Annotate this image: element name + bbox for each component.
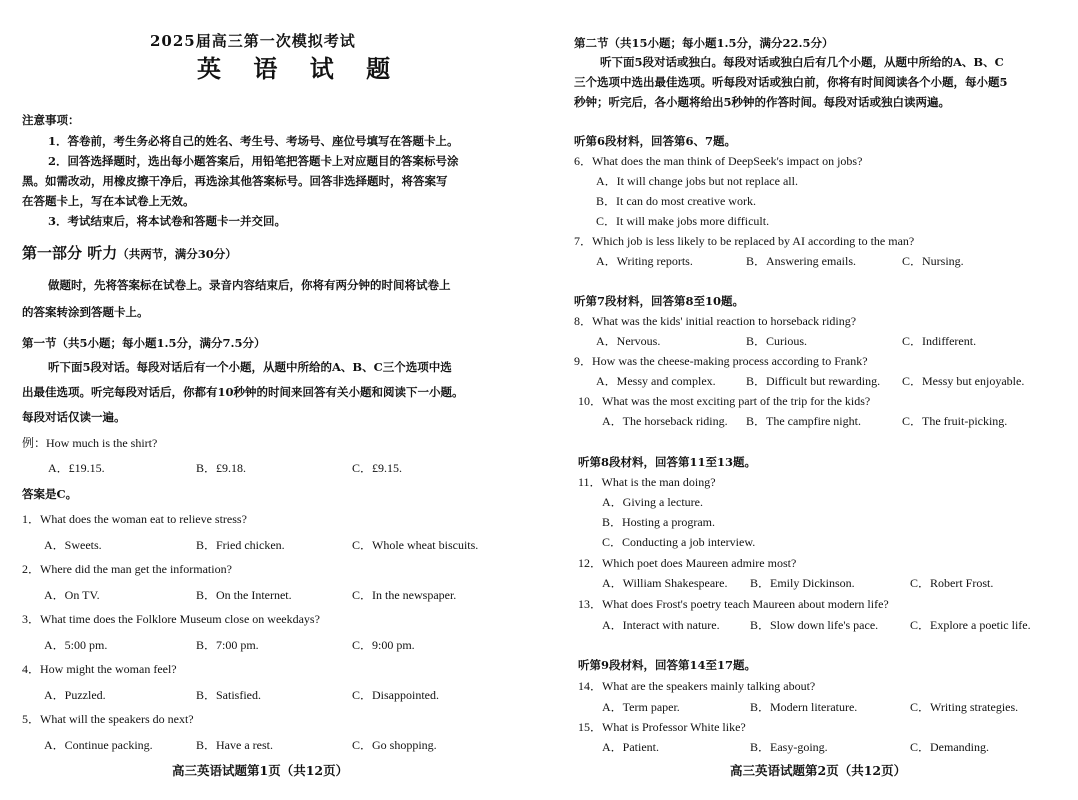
example-option: A．£19.15. [48, 461, 105, 475]
option: A．Interact with nature. [602, 618, 720, 632]
question: 10．What was the most exciting part of the trip for the kids? [578, 394, 871, 408]
section2-instruction: 三个选项中选出最佳选项。听每段对话或独白前，你将有时间阅读各个小题，每小题5 [574, 75, 1008, 89]
question: 6．What does the man think of DeepSeek's impact on jobs? [574, 154, 863, 168]
option: C．Disappointed. [352, 688, 439, 702]
option: A．The horseback riding. [602, 414, 728, 428]
example-option: C．£9.15. [352, 461, 403, 475]
option: A．Patient. [602, 740, 659, 754]
option: C．9:00 pm. [352, 638, 415, 652]
question: 5．What will the speakers do next? [22, 712, 194, 726]
question: 9．How was the cheese-making process according to Frank? [574, 354, 868, 368]
option: C．In the newspaper. [352, 588, 457, 602]
question: 8．What was the kids' initial reaction to horseback riding? [574, 314, 857, 328]
option: C．Robert Frost. [910, 576, 994, 590]
option: B．Hosting a program. [602, 515, 715, 529]
option: B．7:00 pm. [196, 638, 259, 652]
notice-line: 3．考试结束后，将本试卷和答题卡一并交回。 [48, 214, 286, 228]
option: B．Easy-going. [750, 740, 828, 754]
option: B．Difficult but rewarding. [746, 374, 881, 388]
option: A．Writing reports. [596, 254, 693, 268]
option: B．Slow down life's pace. [750, 618, 879, 632]
option: C．Demanding. [910, 740, 989, 754]
option: C．Go shopping. [352, 738, 437, 752]
question: 15．What is Professor White like? [578, 720, 746, 734]
option: A．Continue packing. [44, 738, 153, 752]
part1-note: （共两节，满分30分） [117, 247, 237, 261]
option: C．Writing strategies. [910, 700, 1019, 714]
option: C．Messy but enjoyable. [902, 374, 1025, 388]
section1-instruction: 出最佳选项。听完每段对话后，你都有10秒钟的时间来回答有关小题和阅读下一小题。 [22, 385, 464, 399]
notice-line: 在答题卡上，写在本试卷上无效。 [22, 194, 195, 208]
example-option: B．£9.18. [196, 461, 247, 475]
option: B．Modern literature. [750, 700, 858, 714]
notice-heading: 注意事项： [22, 113, 80, 127]
section1-instruction: 听下面5段对话。每段对话后有一个小题，从题中所给的A、B、C三个选项中选 [48, 360, 452, 374]
question: 2．Where did the man get the information? [22, 562, 232, 576]
page-footer: 高三英语试题第2页（共12页） [730, 763, 907, 778]
option: A．Nervous. [596, 334, 661, 348]
question: 14．What are the speakers mainly talking about? [578, 679, 816, 693]
option: C．The fruit-picking. [902, 414, 1008, 428]
option: C．Conducting a job interview. [602, 535, 756, 549]
question: 12．Which poet does Maureen admire most? [578, 556, 797, 570]
option: B．Curious. [746, 334, 808, 348]
example-answer: 答案是C。 [22, 487, 78, 501]
option: C．Indifferent. [902, 334, 977, 348]
option: B．Answering emails. [746, 254, 856, 268]
option: B．Fried chicken. [196, 538, 285, 552]
material-heading: 听第7段材料，回答第8至10题。 [574, 294, 745, 308]
question: 13．What does Frost's poetry teach Maureen about modern life? [578, 597, 889, 611]
option: A．Puzzled. [44, 688, 106, 702]
question: 7．Which job is less likely to be replaced by AI according to the man? [574, 234, 915, 248]
question: 11．What is the man doing? [578, 475, 716, 489]
question: 3．What time does the Folklore Museum close on weekdays? [22, 612, 320, 626]
exam-title: 2025届高三第一次模拟考试 [150, 32, 356, 50]
section2-instruction: 听下面5段对话或独白。每段对话或独白后有几个小题，从题中所给的A、B、C [600, 55, 1004, 69]
option: B．Satisfied. [196, 688, 261, 702]
option: C．Explore a poetic life. [910, 618, 1031, 632]
material-heading: 听第6段材料，回答第6、7题。 [574, 134, 737, 148]
option: C．Whole wheat biscuits. [352, 538, 479, 552]
option: A．Messy and complex. [596, 374, 716, 388]
part1-heading [22, 246, 237, 261]
option: A．Sweets. [44, 538, 102, 552]
material-heading: 听第8段材料，回答第11至13题。 [578, 455, 757, 469]
question: 1．What does the woman eat to relieve stress? [22, 512, 247, 526]
option: B．On the Internet. [196, 588, 292, 602]
part1-instruction: 的答案转涂到答题卡上。 [22, 305, 149, 319]
notice-line: 1．答卷前，考生务必将自己的姓名、考生号、考场号、座位号填写在答题卡上。 [48, 134, 459, 148]
option: A．Term paper. [602, 700, 680, 714]
left-page [0, 0, 530, 800]
section2-instruction: 秒钟；听完后，各小题将给出5秒钟的作答时间。每段对话或独白读两遍。 [574, 95, 950, 109]
option: C．Nursing. [902, 254, 964, 268]
option: B．The campfire night. [746, 414, 861, 428]
option: B．Emily Dickinson. [750, 576, 855, 590]
option: B．Have a rest. [196, 738, 273, 752]
option: A．On TV. [44, 588, 100, 602]
option: A．Giving a lecture. [602, 495, 703, 509]
material-heading: 听第9段材料，回答第14至17题。 [578, 658, 757, 672]
notice-line: 黑。如需改动，用橡皮擦干净后，再选涂其他答案标号。回答非选择题时，将答案写 [22, 174, 448, 188]
question: 4．How might the woman feel? [22, 662, 177, 676]
page-footer: 高三英语试题第1页（共12页） [172, 763, 349, 778]
part1-instruction: 做题时，先将答案标在试卷上。录音内容结束后，你将有两分钟的时间将试卷上 [48, 278, 451, 292]
option: A．William Shakespeare. [602, 576, 728, 590]
option: C．It will make jobs more difficult. [596, 214, 770, 228]
notice-line: 2．回答选择题时，选出每小题答案后，用铅笔把答题卡上对应题目的答案标号涂 [48, 154, 459, 168]
section1-instruction: 每段对话仅读一遍。 [22, 410, 126, 424]
right-page [560, 0, 1078, 800]
example-question: 例：How much is the shirt? [22, 436, 158, 450]
section2-title: 第二节（共15小题；每小题1.5分，满分22.5分） [574, 36, 834, 50]
option: B．It can do most creative work. [596, 194, 756, 208]
option: A．It will change jobs but not replace all. [596, 174, 798, 188]
subject-title: 英 语 试 题 [197, 54, 403, 83]
option: A．5:00 pm. [44, 638, 108, 652]
section1-title: 第一节（共5小题；每小题1.5分，满分7.5分） [22, 336, 266, 350]
part1-title: 第一部分 听力 [22, 244, 118, 262]
